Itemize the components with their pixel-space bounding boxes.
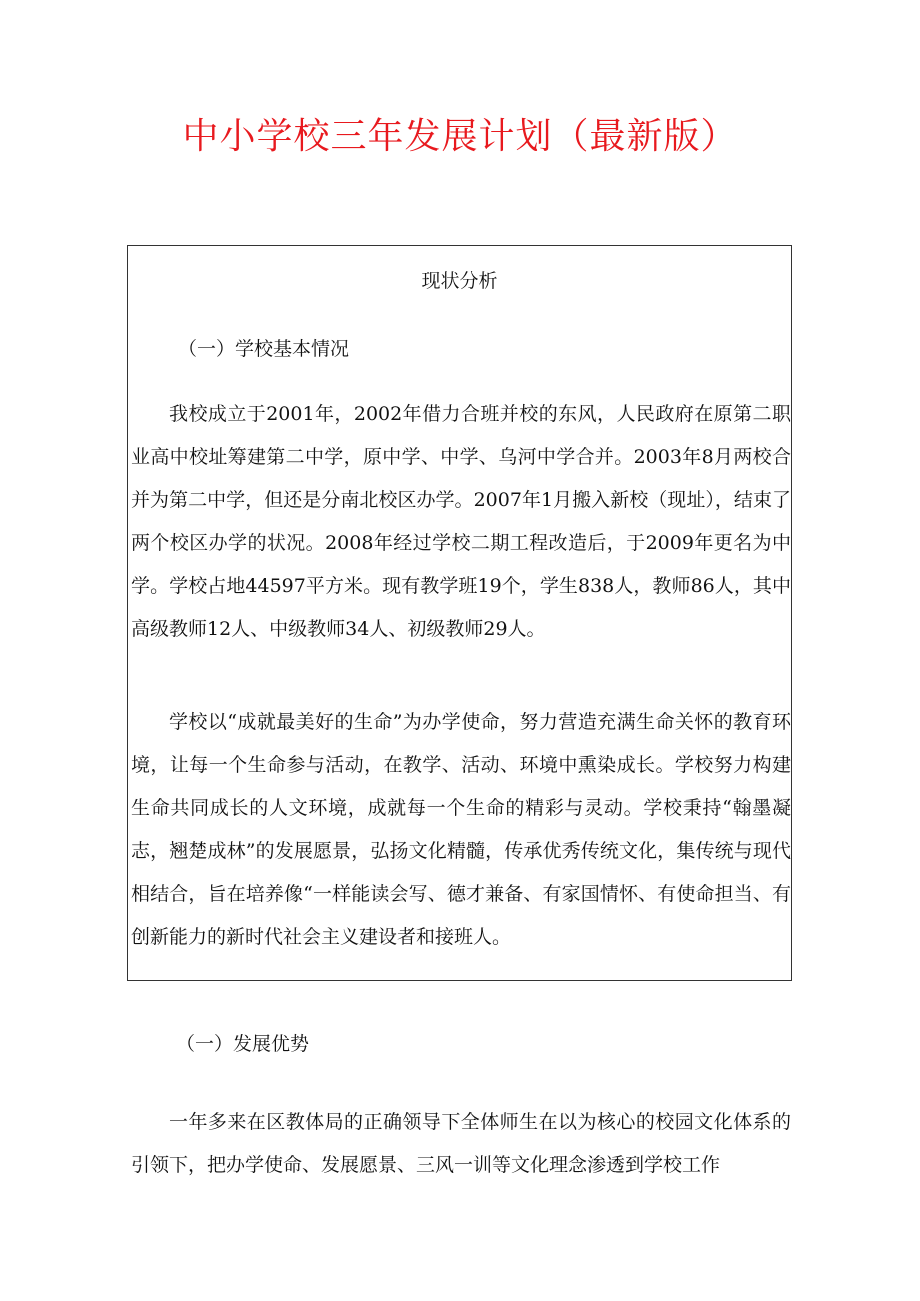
basic-info-subheading: （一）学校基本情况 bbox=[178, 338, 350, 360]
advantages-paragraph: 一年多来在区教体局的正确领导下全体师生在以为核心的校园文化体系的引领下，把办学使命、发展愿景、三风一训等文化理念渗透到学校工作 bbox=[131, 1111, 791, 1176]
document-title: 中小学校三年发展计划（最新版） bbox=[182, 116, 738, 157]
box-heading: 现状分析 bbox=[421, 270, 498, 292]
mission-paragraph: 学校以“成就最美好的生命”为办学使命，努力营造充满生命关怀的教育环境，让每一个生命参与活动，在教学、活动、环境中熏染成长。学校努力构建生命共同成长的人文环境，成就每一个生命的精彩与灵动。学校秉持“翰墨凝志，翘楚成林”的发展愿景，弘扬文化精髓，传承优秀传统文化，集传统与现代相结合，旨在培养像“一样能读会写、德才兼备、有家国情怀、有使命担当、有创新能力的新时代社会主义建设者和接班人。 bbox=[131, 711, 791, 948]
advantages-subheading: （一）发展优势 bbox=[176, 1033, 310, 1055]
basic-info-paragraph: 我校成立于2001年，2002年借力合班并校的东风，人民政府在原第二职业高中校址筹建第二中学，原中学、中学、乌河中学合并。2003年8月两校合并为第二中学，但还是分南北校区办学。2007年1月搬入新校（现址），结束了两个校区办学的状况。2008年经过学校二期工程改造后，于2009年更名为中学。学校占地44597平方米。现有教学班19个，学生838人，教师86人，其中高级教师12人、中级教师34人、初级教师29人。 bbox=[131, 403, 791, 640]
status-analysis-box bbox=[127, 245, 792, 981]
